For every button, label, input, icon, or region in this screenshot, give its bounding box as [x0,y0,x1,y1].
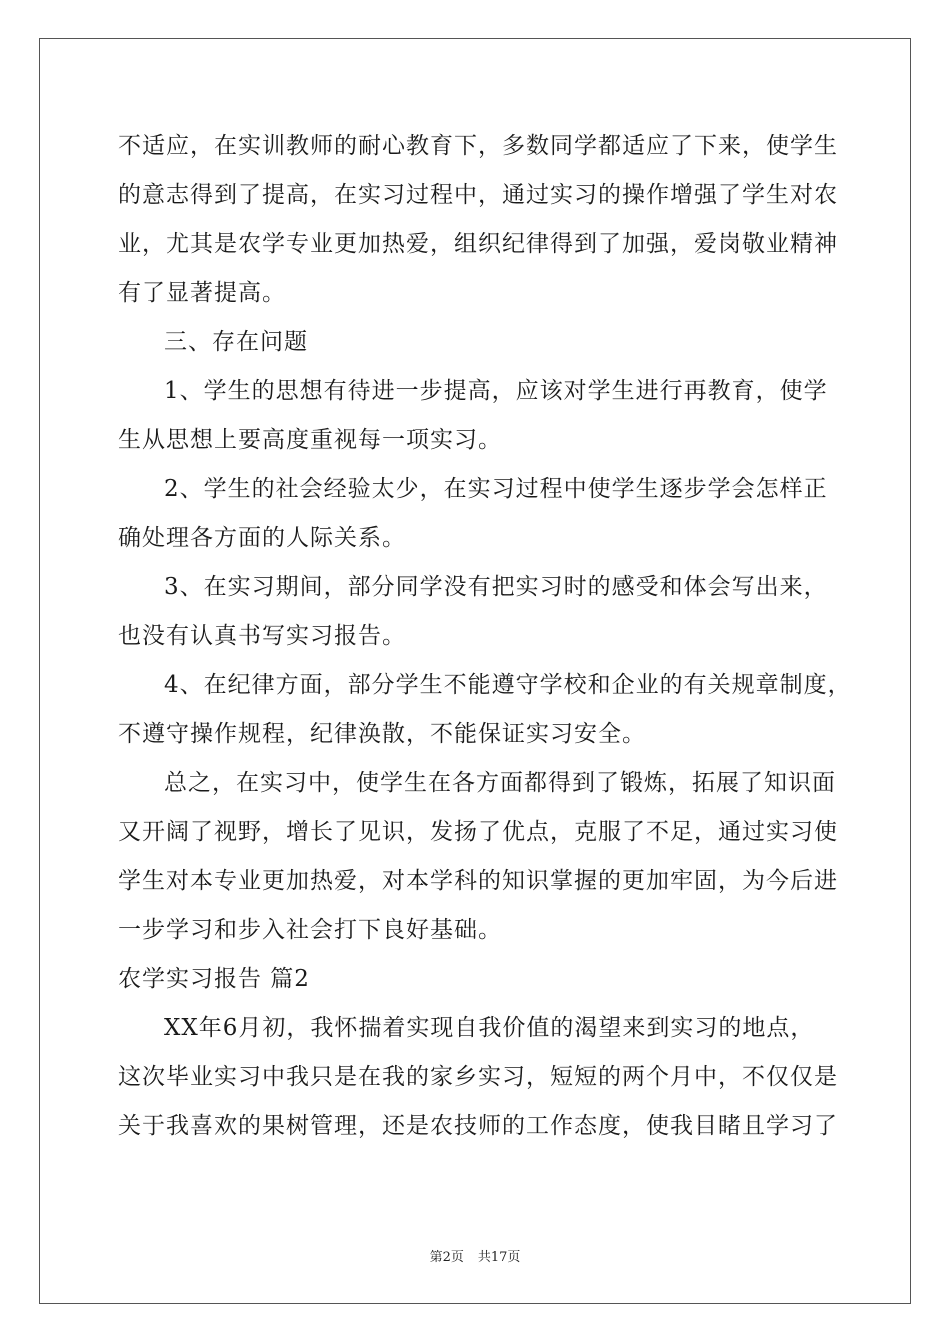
text-line: 不适应，在实训教师的耐心教育下，多数同学都适应了下来，使学生 [118,133,838,159]
text-line: 生从思想上要高度重视每一项实习。 [118,427,502,453]
text-line: 一步学习和步入社会打下良好基础。 [118,917,502,943]
text-line: 确处理各方面的人际关系。 [118,525,406,551]
text-line: 业，尤其是农学专业更加热爱，组织纪律得到了加强，爱岗敬业精神 [118,231,838,257]
text-line: 又开阔了视野，增长了见识，发扬了优点，克服了不足，通过实习使 [118,819,838,845]
text-line: 也没有认真书写实习报告。 [118,623,406,649]
text-line: 学生对本专业更加热爱，对本学科的知识掌握的更加牢固，为今后进 [118,868,838,894]
text-line: 1、学生的思想有待进一步提高，应该对学生进行再教育，使学 [164,378,828,404]
text-line: 2、学生的社会经验太少，在实习过程中使学生逐步学会怎样正 [164,476,828,502]
page-number: 第2页 [429,1250,464,1265]
document-body [118,122,852,1151]
text-line: 这次毕业实习中我只是在我的家乡实习，短短的两个月中，不仅仅是 [118,1064,838,1090]
text-line: 关于我喜欢的果树管理，还是农技师的工作态度，使我目睹且学习了 [118,1113,838,1139]
text-line: 3、在实习期间，部分同学没有把实习时的感受和体会写出来， [164,574,828,600]
page-total: 共17页 [477,1250,521,1265]
text-line: XX年6月初，我怀揣着实现自我价值的渴望来到实习的地点， [164,1015,815,1041]
page-footer [0,1246,950,1265]
text-line: 有了显著提高。 [118,280,286,306]
text-line: 4、在纪律方面，部分学生不能遵守学校和企业的有关规章制度， [164,672,852,698]
text-line: 总之，在实习中，使学生在各方面都得到了锻炼，拓展了知识面 [164,770,836,796]
text-line: 的意志得到了提高，在实习过程中，通过实习的操作增强了学生对农 [118,182,838,208]
text-line: 不遵守操作规程，纪律涣散，不能保证实习安全。 [118,721,646,747]
article-heading: 农学实习报告 篇2 [118,966,310,992]
section-heading: 三、存在问题 [164,329,308,355]
